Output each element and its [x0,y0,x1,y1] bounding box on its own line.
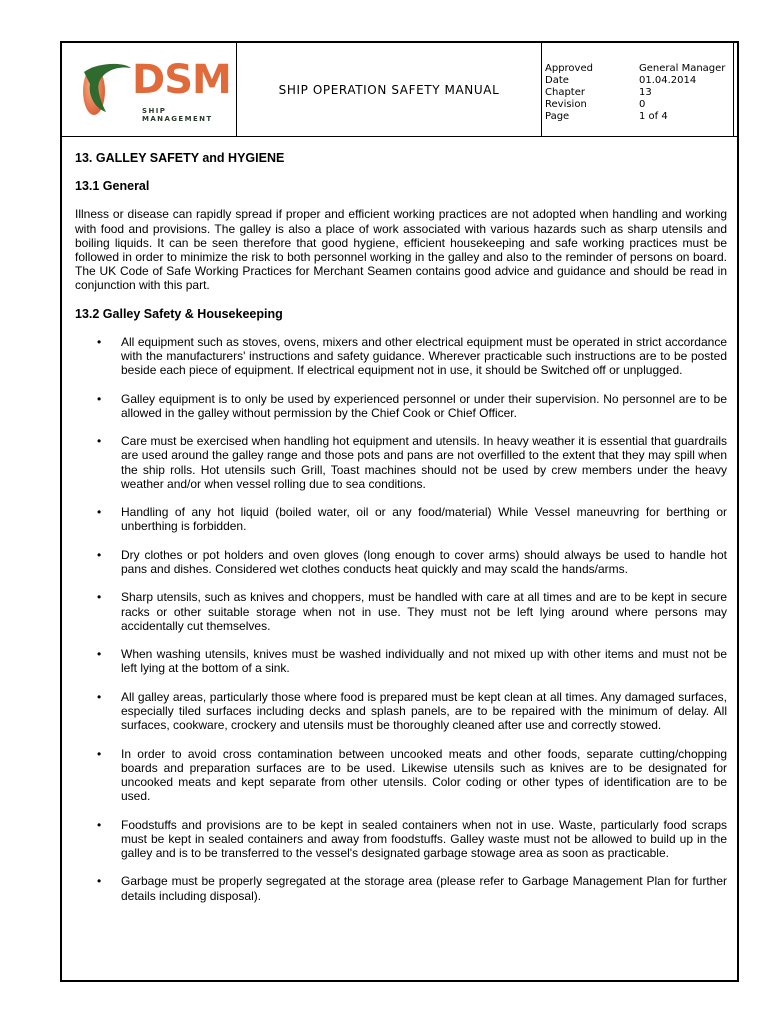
meta-row-chapter [545,87,725,99]
list-item-text: Galley equipment is to only be used by experienced personnel or under their supervision. No personnel are to be allowed in the galley without permission by the Chief Cook or Chief Officer. [121,391,727,420]
list-item [75,548,727,576]
list-item-text: All equipment such as stoves, ovens, mixers and other electrical equipment must be operated in strict accordance with the manufacturers' instructions and safety guidance. Wherever practicable such instructions are to be posted beside each piece of equipment. If electrical equipment not in use, it should be Switched off or unplugged. [121,334,727,378]
meta-divider [733,43,734,136]
list-item [75,647,727,675]
list-item [75,690,727,733]
list-item-text: When washing utensils, knives must be washed individually and not mixed up with other items and must not be left lying at the bottom of a sink. [121,647,727,676]
list-item [75,590,727,633]
meta-row-page [545,111,725,123]
document-meta [542,43,737,136]
bullet-icon: • [97,689,102,704]
meta-label: Approved [545,63,593,74]
list-item-text: All galley areas, particularly those where food is prepared must be kept clean at all times. Any damaged surfaces, especially tiled surfaces including decks and splash panels, are to be repaired with the minimum of delay. All surfaces, cookware, crockery and utensils must be thoroughly cleaned after use and correctly stowed. [121,689,727,733]
company-name: DSM [132,57,231,103]
list-item [75,818,727,861]
list-item-text: In order to avoid cross contamination between uncooked meats and other foods, separate cutting/chopping boards and preparation surfaces are to be used. Likewise utensils such as knives are to be designated for uncooked meats and kept separate from other utensils. Color coding or other types of identification are to be used. [121,746,727,804]
document-header [62,43,737,137]
list-item [75,505,727,533]
bullet-icon: • [97,334,102,349]
bullet-icon: • [97,647,102,662]
meta-row-approved [545,63,725,75]
company-subtitle: SHIP MANAGEMENT [142,107,213,123]
meta-value: General Manager [639,63,726,74]
document-page [60,41,739,982]
meta-value: 13 [639,87,652,98]
document-title: SHIP OPERATION SAFETY MANUAL [278,82,500,97]
meta-value: 1 of 4 [639,111,668,122]
list-item-text: Sharp utensils, such as knives and choppers, must be handled with care at all times and are to be kept in secure racks or other suitable storage when not in use. They must not be left lying around where persons may accidentally cut themselves. [121,590,727,633]
list-item [75,434,727,491]
bullet-icon: • [97,505,102,520]
section-heading: 13.1 General [75,179,150,194]
chapter-title: 13. GALLEY SAFETY and HYGIENE [75,151,285,165]
bullet-icon: • [97,434,102,449]
meta-row-revision [545,99,725,111]
meta-label: Revision [545,99,587,110]
bullet-list [75,335,727,903]
bullet-icon: • [97,746,102,761]
list-item [75,874,727,902]
meta-value: 0 [639,99,646,110]
section-paragraph: Illness or disease can rapidly spread if proper and efficient working practices are not adopted when handling and working with food and provisions. The galley is also a place of work associated with various hazards such as sharp utensils and boiling liquids. It can be seen therefore that good hygiene, efficient housekeeping and safe working practices must be followed in order to minimize the risk to both personnel working in the galley and also to the reminder of persons on board. The UK Code of Safe Working Practices for Merchant Seamen contains good advice and guidance and should be read in conjunction with this part. [75,207,727,293]
document-title-cell [237,43,542,136]
meta-label: Chapter [545,87,585,98]
bullet-icon: • [97,817,102,832]
list-item [75,335,727,378]
meta-label: Page [545,111,570,122]
meta-row-date [545,75,725,87]
document-body [75,151,727,917]
dsm-swoosh-icon [76,60,136,122]
section-heading: 13.2 Galley Safety & Housekeeping [75,306,283,321]
list-item-text: Handling of any hot liquid (boiled water, oil or any food/material) While Vessel maneuvring for berthing or unberthing is forbidden. [121,505,727,534]
company-logo [62,43,237,136]
bullet-icon: • [97,391,102,406]
bullet-icon: • [97,590,102,605]
list-item [75,747,727,804]
bullet-icon: • [97,874,102,889]
list-item-text: Care must be exercised when handling hot equipment and utensils. In heavy weather it is essential that guardrails are used around the galley range and those pots and pans are not overfilled to the extent that they may spill when the ship rolls. Hot utensils such Grill, Toast machines should not be used by crew members under the heavy weather and/or when vessel rolling due to sea conditions. [121,434,727,491]
bullet-icon: • [97,547,102,562]
list-item-text: Foodstuffs and provisions are to be kept in sealed containers when not in use. Waste, particularly food scraps must be kept in sealed containers and away from foodstuffs. Galley waste must not be allowed to build up in the galley and is to be transferred to the vessel's designated garbage stowage area as soon as practicable. [121,817,727,860]
meta-table [545,63,725,123]
list-item-text: Garbage must be properly segregated at the storage area (please refer to Garbage Management Plan for further details including disposal). [121,874,727,903]
list-item-text: Dry clothes or pot holders and oven gloves (long enough to cover arms) should always be used to handle hot pans and dishes. Considered wet clothes conducts heat quickly and may scald the hands/arms. [121,547,727,577]
meta-label: Date [545,75,569,86]
meta-value: 01.04.2014 [639,75,697,86]
list-item [75,392,727,420]
